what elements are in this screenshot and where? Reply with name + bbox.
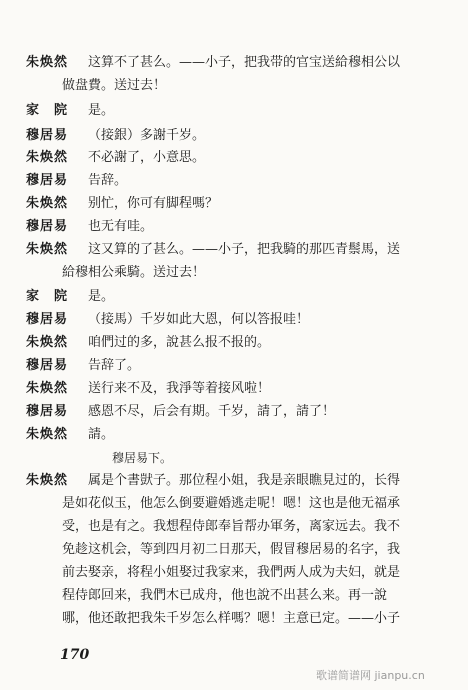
dialogue-line <box>26 242 446 258</box>
speaker: 穆居易 <box>26 404 69 419</box>
line-text: 送行来不及，我淨等着接风啦！ <box>88 381 271 396</box>
line-continuation: 免趁这机会，等到四月初二日那天，假冒穆居易的名字，我 <box>62 542 401 557</box>
dialogue-line <box>26 381 446 397</box>
speaker: 家 院 <box>26 103 69 118</box>
line-text: 别忙，你可有脚程嗎？ <box>88 196 219 211</box>
dialogue-line <box>26 473 446 489</box>
line-text: 不必謝了，小意思。 <box>88 150 206 165</box>
line-text: 这算不了甚么。——小子，把我带的官宝送給穆相公以 <box>88 55 401 70</box>
dialogue-line <box>26 312 446 328</box>
dialogue-line <box>26 196 446 212</box>
speaker: 朱焕然 <box>26 55 69 70</box>
speaker: 穆居易 <box>26 358 69 373</box>
line-text: 是。 <box>88 289 115 304</box>
speaker: 朱焕然 <box>26 473 69 488</box>
speaker: 朱焕然 <box>26 196 69 211</box>
line-continuation: 是如花似玉，他怎么倒要避婚逃走呢！嗯！这也是他无福承 <box>62 496 401 511</box>
line-continuation: 前去娶亲，将程小姐娶过我家来，我們两人成为夫妇，就是 <box>62 565 401 580</box>
speaker: 穆居易 <box>26 312 69 327</box>
speaker: 朱焕然 <box>26 242 69 257</box>
speaker: 穆居易 <box>26 173 69 188</box>
line-continuation: 程侍郎回来，我們木已成舟，他也說不出甚么来。再一說 <box>62 588 388 603</box>
watermark: 歌谱简谱网 jianpu.cn <box>316 669 425 682</box>
line-text: 咱們过的多，說甚么报不报的。 <box>88 335 271 350</box>
stage-direction: 穆居易下。 <box>112 451 173 465</box>
line-text: 是。 <box>88 103 115 118</box>
line-text: 告辞了。 <box>88 358 141 373</box>
page-number: 170 <box>60 647 90 663</box>
dialogue-line <box>26 404 446 420</box>
speaker: 穆居易 <box>26 219 69 234</box>
line-text: 这又算的了甚么。——小子，把我騎的那匹青鬃馬，送 <box>88 242 401 257</box>
dialogue-line <box>26 289 446 305</box>
line-text: （接馬）千岁如此大恩，何以答报哇！ <box>88 312 310 327</box>
speaker: 穆居易 <box>26 128 69 143</box>
line-text: 感恩不尽，后会有期。千岁，請了，請了！ <box>88 404 336 419</box>
speaker: 朱焕然 <box>26 381 69 396</box>
line-continuation: 做盘費。送过去！ <box>62 78 167 93</box>
dialogue-line <box>26 150 446 166</box>
dialogue-line <box>26 173 446 189</box>
line-text: （接銀）多謝千岁。 <box>88 128 206 143</box>
dialogue-line <box>26 335 446 351</box>
dialogue-line <box>26 427 446 443</box>
speaker: 家 院 <box>26 289 69 304</box>
line-continuation: 哪，他还敢把我朱千岁怎么样嗎？嗯！主意已定。——小子 <box>62 611 401 626</box>
speaker: 朱焕然 <box>26 427 69 442</box>
dialogue-line <box>26 128 446 144</box>
line-text: 告辞。 <box>88 173 128 188</box>
line-text: 請。 <box>88 427 115 442</box>
speaker: 朱焕然 <box>26 335 69 350</box>
dialogue-line <box>26 103 446 119</box>
line-continuation: 給穆相公乘騎。送过去！ <box>62 265 206 280</box>
dialogue-line <box>26 55 446 71</box>
dialogue-line <box>26 219 446 235</box>
line-text: 属是个書獃子。那位程小姐，我是亲眼瞧見过的，长得 <box>88 473 401 488</box>
line-continuation: 受，也是有之。我想程侍郎奉旨帮办軍务，离家远去。我不 <box>62 519 401 534</box>
speaker: 朱焕然 <box>26 150 69 165</box>
dialogue-line <box>26 358 446 374</box>
line-text: 也无有哇。 <box>88 219 154 234</box>
